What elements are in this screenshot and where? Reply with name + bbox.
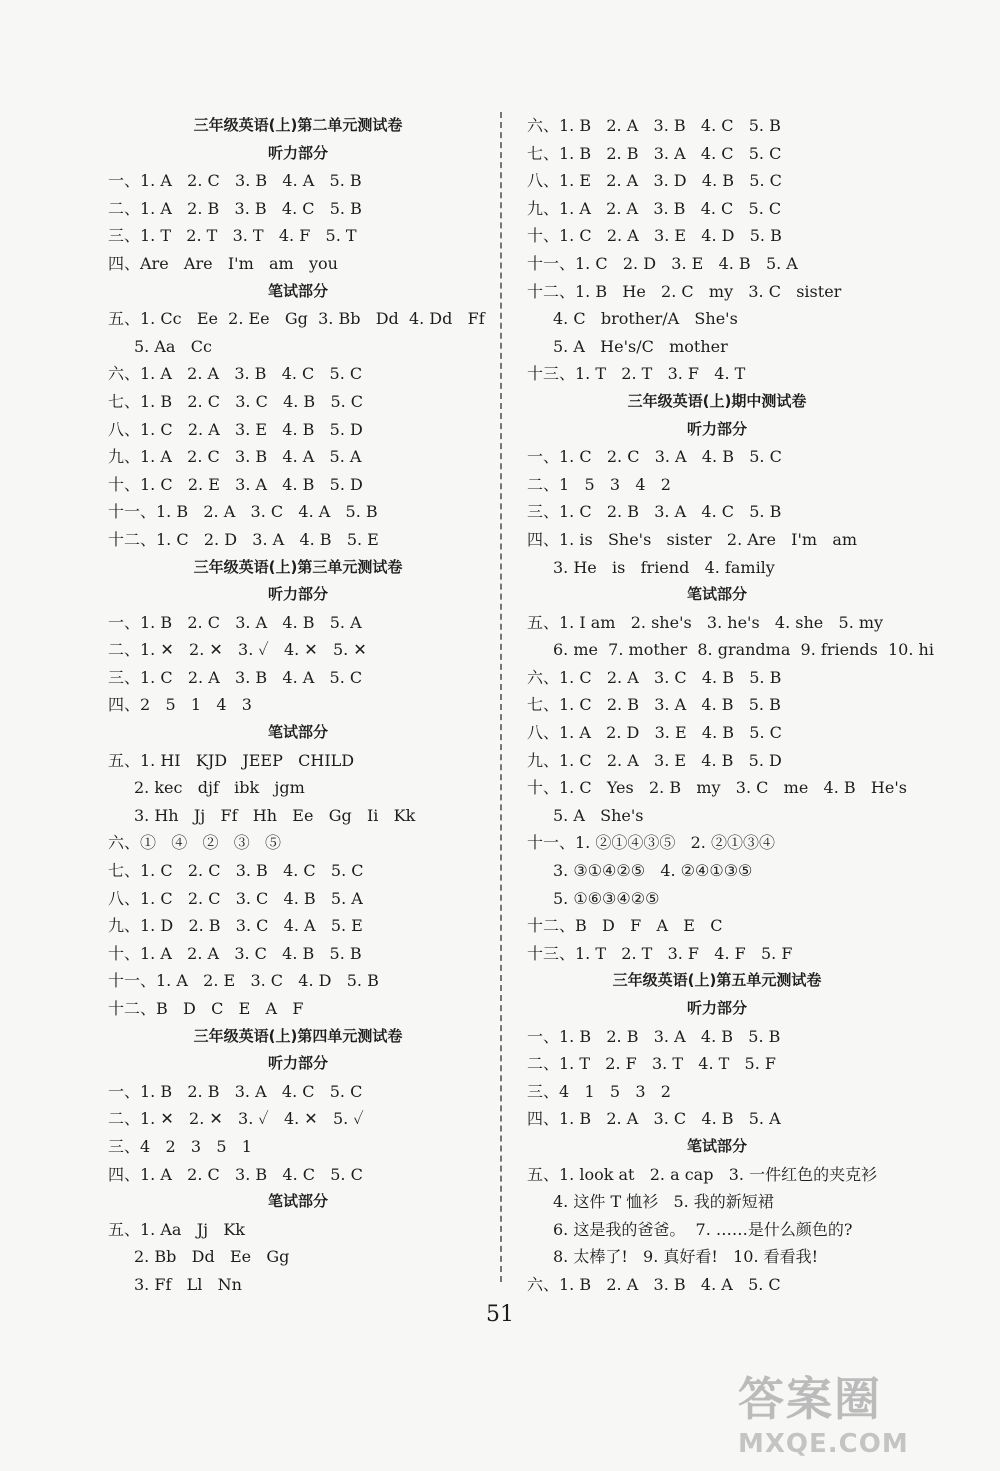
right-column [527, 112, 934, 1299]
answer-line: 6. 这是我的爸爸。 7. ……是什么颜色的? [553, 1219, 853, 1239]
left-column [108, 112, 488, 1299]
answer-line: 3. ③①④②⑤ 4. ②④①③⑤ [553, 861, 753, 881]
answer-line: 七、1. C 2. B 3. A 4. B 5. B [527, 695, 781, 715]
answer-line: 二、1. ✕ 2. ✕ 3. ✓ 4. ✕ 5. ✕ [108, 640, 367, 660]
answer-line: 3. Ff Ll Nn [134, 1274, 242, 1294]
answer-line: 七、1. B 2. C 3. C 4. B 5. C [108, 391, 364, 411]
watermark-logo-text: 答案圈 [738, 1372, 882, 1426]
answer-line: 二、1. ✕ 2. ✕ 3. ✓ 4. ✕ 5. ✓ [108, 1109, 364, 1129]
section-heading: 笔试部分 [686, 1136, 747, 1155]
answer-line: 3. Hh Jj Ff Hh Ee Gg Ii Kk [134, 805, 416, 825]
answer-line: 十、1. A 2. A 3. C 4. B 5. B [108, 943, 362, 963]
column-divider [500, 112, 502, 1282]
answer-line: 十二、1. B He 2. C my 3. C sister [527, 281, 842, 301]
answer-line: 5. ①⑥③④②⑤ [553, 888, 660, 908]
answer-line: 十一、1. ②①④③⑤ 2. ②①③④ [527, 833, 775, 853]
answer-line: 九、1. A 2. A 3. B 4. C 5. C [527, 198, 782, 218]
answer-line: 五、1. Aa Jj Kk [108, 1219, 245, 1239]
answer-line: 四、1. B 2. A 3. C 4. B 5. A [527, 1109, 781, 1129]
answer-line: 十二、B D F A E C [527, 916, 723, 936]
answer-line: 五、1. HI KJD JEEP CHILD [108, 750, 355, 770]
answer-line: 一、1. B 2. C 3. A 4. B 5. A [108, 612, 362, 632]
answer-line: 六、1. C 2. A 3. C 4. B 5. B [527, 667, 782, 687]
answer-line: 8. 太棒了! 9. 真好看! 10. 看看我! [553, 1247, 819, 1267]
section-heading: 笔试部分 [267, 281, 328, 300]
answer-line: 十、1. C Yes 2. B my 3. C me 4. B He's [527, 778, 907, 798]
test-title: 三年级英语(上)第四单元测试卷 [193, 1026, 403, 1045]
answer-line: 5. A He's/C mother [553, 336, 728, 356]
answer-line: 四、Are Are I'm am you [108, 253, 338, 273]
answer-line: 一、1. C 2. C 3. A 4. B 5. C [527, 447, 782, 467]
answer-line: 五、1. I am 2. she's 3. he's 4. she 5. my [527, 612, 884, 632]
answer-line: 三、4 2 3 5 1 [108, 1136, 252, 1156]
section-heading: 听力部分 [686, 999, 747, 1017]
answer-line: 2. kec djf ibk jgm [134, 778, 305, 798]
answer-line: 四、1. A 2. C 3. B 4. C 5. C [108, 1164, 363, 1184]
answer-line: 四、1. is She's sister 2. Are I'm am [527, 529, 858, 549]
answer-line: 二、1. A 2. B 3. B 4. C 5. B [108, 198, 362, 218]
section-heading: 听力部分 [267, 585, 328, 604]
answer-line: 十、1. C 2. E 3. A 4. B 5. D [108, 474, 363, 494]
answer-line: 一、1. B 2. B 3. A 4. B 5. B [527, 1026, 781, 1046]
answer-line: 八、1. C 2. C 3. C 4. B 5. A [108, 888, 363, 908]
answer-line: 六、① ④ ② ③ ⑤ [108, 833, 282, 853]
answer-line: 三、1. T 2. T 3. T 4. F 5. T [108, 226, 357, 246]
answer-line: 十三、1. T 2. T 3. F 4. T [527, 364, 746, 384]
section-heading: 听力部分 [267, 1054, 328, 1073]
test-title: 三年级英语(上)第二单元测试卷 [193, 116, 403, 134]
section-heading: 听力部分 [686, 419, 747, 438]
answer-line: 一、1. A 2. C 3. B 4. A 5. B [108, 171, 362, 191]
answer-line: 6. me 7. mother 8. grandma 9. friends 10. hi [553, 640, 934, 660]
answer-line: 4. 这件 T 恤衫 5. 我的新短裙 [553, 1192, 774, 1212]
answer-line: 二、1. T 2. F 3. T 4. T 5. F [527, 1054, 777, 1074]
section-heading: 听力部分 [267, 143, 328, 162]
test-title: 三年级英语(上)第五单元测试卷 [612, 971, 822, 990]
answer-line: 八、1. C 2. A 3. E 4. B 5. D [108, 419, 363, 439]
answer-line: 十二、1. C 2. D 3. A 4. B 5. E [108, 529, 379, 549]
section-heading: 笔试部分 [686, 585, 747, 604]
answer-line: 六、1. A 2. A 3. B 4. C 5. C [108, 364, 363, 384]
answer-line: 5. Aa Cc [134, 336, 212, 356]
answer-line: 八、1. A 2. D 3. E 4. B 5. C [527, 723, 782, 743]
answer-line: 2. Bb Dd Ee Gg [134, 1247, 290, 1267]
section-heading: 笔试部分 [267, 723, 328, 742]
answer-line: 五、1. Cc Ee 2. Ee Gg 3. Bb Dd 4. Dd Ff [108, 309, 485, 329]
watermark-site-text: MXQE.COM [738, 1429, 909, 1459]
answer-line: 二、1 5 3 4 2 [527, 474, 671, 494]
answer-line: 三、1. C 2. A 3. B 4. A 5. C [108, 667, 363, 687]
answer-line: 5. A She's [553, 805, 644, 825]
answer-line: 九、1. D 2. B 3. C 4. A 5. E [108, 916, 363, 936]
answer-line: 3. He is friend 4. family [553, 557, 775, 577]
answer-line: 三、1. C 2. B 3. A 4. C 5. B [527, 502, 782, 522]
answer-line: 十、1. C 2. A 3. E 4. D 5. B [527, 226, 782, 246]
answer-line: 十二、B D C E A F [108, 999, 304, 1018]
answer-line: 一、1. B 2. B 3. A 4. C 5. C [108, 1081, 363, 1101]
answer-line: 三、4 1 5 3 2 [527, 1081, 671, 1101]
answer-line: 九、1. A 2. C 3. B 4. A 5. A [108, 447, 362, 467]
page-number: 51 [486, 1302, 514, 1327]
answer-line: 七、1. B 2. B 3. A 4. C 5. C [527, 143, 782, 163]
answer-line: 九、1. C 2. A 3. E 4. B 5. D [527, 750, 782, 770]
answer-line: 十一、1. B 2. A 3. C 4. A 5. B [108, 502, 378, 522]
test-title: 三年级英语(上)第三单元测试卷 [193, 557, 403, 576]
answer-line: 六、1. B 2. A 3. B 4. A 5. C [527, 1274, 781, 1294]
answer-line: 十三、1. T 2. T 3. F 4. F 5. F [527, 943, 793, 963]
answer-line: 八、1. E 2. A 3. D 4. B 5. C [527, 171, 782, 191]
section-heading: 笔试部分 [267, 1192, 328, 1211]
answer-line: 十一、1. A 2. E 3. C 4. D 5. B [108, 971, 379, 991]
answer-line: 七、1. C 2. C 3. B 4. C 5. C [108, 861, 364, 881]
answer-line: 六、1. B 2. A 3. B 4. C 5. B [527, 116, 781, 135]
answer-line: 五、1. look at 2. a cap 3. 一件红色的夹克衫 [527, 1164, 878, 1184]
test-title: 三年级英语(上)期中测试卷 [627, 391, 807, 410]
answer-line: 十一、1. C 2. D 3. E 4. B 5. A [527, 253, 798, 273]
answer-line: 四、2 5 1 4 3 [108, 695, 252, 715]
answer-line: 4. C brother/A She's [553, 309, 738, 329]
watermark-logo [738, 1363, 978, 1463]
